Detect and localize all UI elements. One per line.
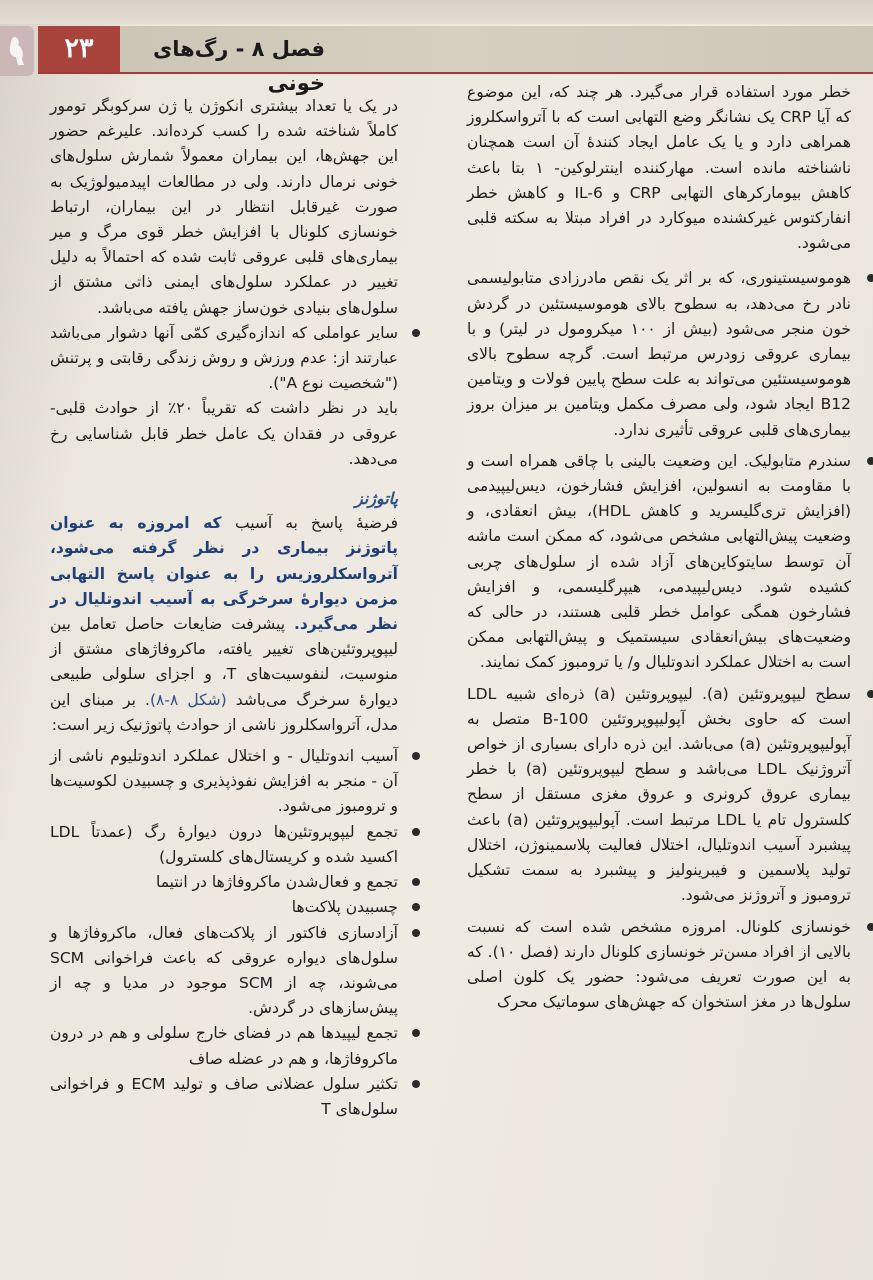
bullet-dot [412,1029,420,1037]
event-item [50,1021,398,1071]
event-item [50,870,398,895]
event-item [50,895,398,920]
bullet-lipoprotein-a [467,682,851,909]
figure-silhouette-icon [6,35,28,67]
event-text: آسیب اندوتلیال - و اختلال عملکرد اندوتلیوم ناشی از آن - منجر به افزایش نفوذپذیری و چسبیدن لکوسیت‌ها و ترومبوز می‌شود. [50,747,398,816]
bullet-text: خونسازی کلونال. امروزه مشخص شده است که نسبت بالایی از افراد مسن‌تر خونسازی کلونال دارند (فصل ۱۰). که به این صورت تعریف می‌شود: حضور یک کلون اصلی سلول‌ها در مغز استخوان که جهش‌های سوماتیک محرک [467,917,851,1012]
page-number: ۲۳ [64,33,94,64]
pathogenesis-emphasis: که امروزه به عنوان پاتوژنز بیماری در نظر گرفته می‌شود، آترواسکلروزیس را به عنوان پاسخ التهابی مزمن دیوارهٔ سرخرگی به آسیب اندوتلیال در نظر می‌گیرد. [50,514,398,634]
bullet-dot [412,903,420,911]
right-column [467,80,851,1015]
intro-paragraph: خطر مورد استفاده قرار می‌گیرد. هر چند که، این موضوع که آیا CRP یک نشانگر وضع التهابی است که با آترواسکلروز همراهی دارد و یا یک عامل ایجاد کنندهٔ آن است همچنان ناشناخته مانده است. مهارکننده اینترلوکین- ۱ بتا باعث کاهش بیومارکرهای التهابی CRP و IL-6 و کاهش خطر انفارکتوس غیرکشنده میوکارد در افراد مبتلا به سکته قلبی می‌شود. [467,83,852,253]
event-item [50,921,398,1022]
event-text: تجمع و فعال‌شدن ماکروفاژها در انتیما [155,873,398,892]
bullet-text: سطح لیپوپروتئین (a). لیپوپروتئین (a) ذره‌ای شبیه LDL است که حاوی بخش آپولیپوپروتئین B-100 متصل به آپولیپوپروتئین (a) می‌باشد. این ذره دارای بسیاری از خواص آتروژنیک LDL می‌باشد و سطح لیپوپروتئین (a) با خطر بیماری عروق کرونری و عروق مغزی مستقل از سطح کلسترول تام یا LDL مرتبط است. آپولیپوپروتئین (a) باعث پیشبرد آسیب اندوتلیال، اختلال فعالیت پلاسمینوژن، اختلال تولید پلاسمین و فیبرینولیز و پیشبرد به سمت تشکیل ترومبوز و آتروژنز می‌شود. [467,684,851,905]
pathogenesis-lead: فرضیهٔ پاسخ به آسیب [235,514,398,533]
pathogenesis-rest-end: . بر مبنای این مدل، آترواسکلروز ناشی از حوادث پاتوژنیک زیر است: [50,690,398,734]
event-text: چسبیدن پلاکت‌ها [291,898,398,917]
event-text: تجمع لیپوپروتئین‌ها درون دیوارهٔ رگ (عمدتاً LDL اکسید شده و کریستال‌های کلسترول) [50,822,398,866]
bullet-dot [867,274,873,282]
chapter-title: فصل ۸ - رگ‌های خونی [153,37,325,95]
event-text: تکثیر سلول عضلانی صاف و تولید ECM و فراخوانی سلول‌های T [50,1074,398,1118]
bullet-text: سندرم متابولیک. این وضعیت بالینی با چاقی همراه است و با مقاومت به انسولین، افزایش فشارخون، دیس‌لیپیدمی (افزایش تری‌گلیسرید و کاهش HDL)، بیش انعقادی، و وضعیت پیش‌التهابی مشخص می‌شود، که ممکن است ماشه آن توسط سایتوکاین‌های آزاد شده از سلول‌های چربی کشیده شود. دیس‌لیپیدمی، هیپرگلیسمی، و افزایش فشارخون همگی عوامل خطر قلبی هستند، در حالی که وضعیت‌های بیش‌انعقادی سیستمیک و پیش‌التهابی ممکن است به اختلال عملکرد اندوتلیال و/ یا ترومبوز کمک نمایند. [467,451,851,672]
event-text: آزادسازی فاکتور از پلاکت‌های فعال، ماکروفاژها و سلول‌های دیواره عروقی که باعث فراخوانی SCM می‌شوند، چه از SCM موجود در مدیا و چه از پیش‌سازهای در گردش. [50,923,398,1018]
bullet-homocystinuria [467,266,851,442]
bullet-text: سایر عواملی که اندازه‌گیری کمّی آنها دشوار می‌باشد عبارتند از: عدم ورزش و روش زندگی رقابتی و پرتنش ("شخصیت نوع A"). [50,323,398,393]
event-text: تجمع لیپیدها هم در فضای خارج سلولی و هم در درون ماکروفاژها، و هم در عضله صاف [50,1024,398,1068]
page-top-edge [0,0,873,24]
bullet-other-factors [50,321,398,397]
figure-reference-link[interactable]: (شکل ۸-۸) [149,690,227,709]
pathogenesis-paragraph [50,511,398,738]
event-item [50,820,398,870]
pathogenesis-rest: پیشرفت ضایعات حاصل تعامل بین لیپوپروتئین‌های تغییر یافته، ماکروفاژهای مشتق از منوسیت، لنفوسیت‌های T، و اجزای سلولی طبیعی دیوارهٔ سرخرگ می‌باشد [50,615,398,709]
bullet-dot [412,329,420,337]
bullet-metabolic-syndrome [467,449,851,676]
chapter-logo [0,26,34,76]
continuation-paragraph: در یک یا تعداد بیشتری انکوژن یا ژن سرکوبگر تومور کاملاً شناخته شده را کسب کرده‌اند. علیرغم حضور این جهش‌ها، این بیماران معمولاً شمارش سلول‌های خونی نرمال دارند. ولی در مطالعات اپیدمیولوژیک به صورت غیرقابل انتظار در این بیماران، ارتباط خونسازی کلونال با افزایش خطر قوی مرگ و میر بیماری‌های قلبی عروقی ثابت شده که احتمالاً به دلیل تغییر در عملکرد سلول‌های ایمنی ذاتی مشتق از سلول‌های بنیادی خون‌ساز جهش یافته می‌باشد. [50,97,398,317]
event-item [50,744,398,820]
bullet-dot [412,1080,420,1088]
section-heading-pathogenesis: پاتوژنز [354,489,398,509]
bullet-dot [867,923,873,931]
bullet-dot [867,457,873,465]
closing-note: باید در نظر داشت که تقریباً ۲۰٪ از حوادث قلبی- عروقی در فقدان یک عامل خطر قابل شناسایی رخ می‌دهد. [50,399,398,468]
bullet-dot [412,828,420,836]
event-item [50,1072,398,1122]
bullet-dot [412,878,420,886]
bullet-text: هوموسیستینوری، که بر اثر یک نقص مادرزادی متابولیسمی نادر رخ می‌دهد، به سطوح بالای هوموسیستئین در گردش خون منجر می‌شود (بیش از ۱۰۰ میکرومول در لیتر) و با بیماری عروقی زودرس مرتبط است. گرچه سطوح بالای هوموسیستئین می‌تواند به علت سطح پایین فولات و ویتامین B12 ایجاد شود، ولی مصرف مکمل ویتامین بر میزان بروز بیماری‌های قلبی عروقی تأثیری ندارد. [467,269,851,439]
left-column [50,94,398,1122]
bullet-dot [867,690,873,698]
bullet-clonal-hematopoiesis [467,915,851,1016]
bullet-dot [412,929,420,937]
bullet-dot [412,752,420,760]
